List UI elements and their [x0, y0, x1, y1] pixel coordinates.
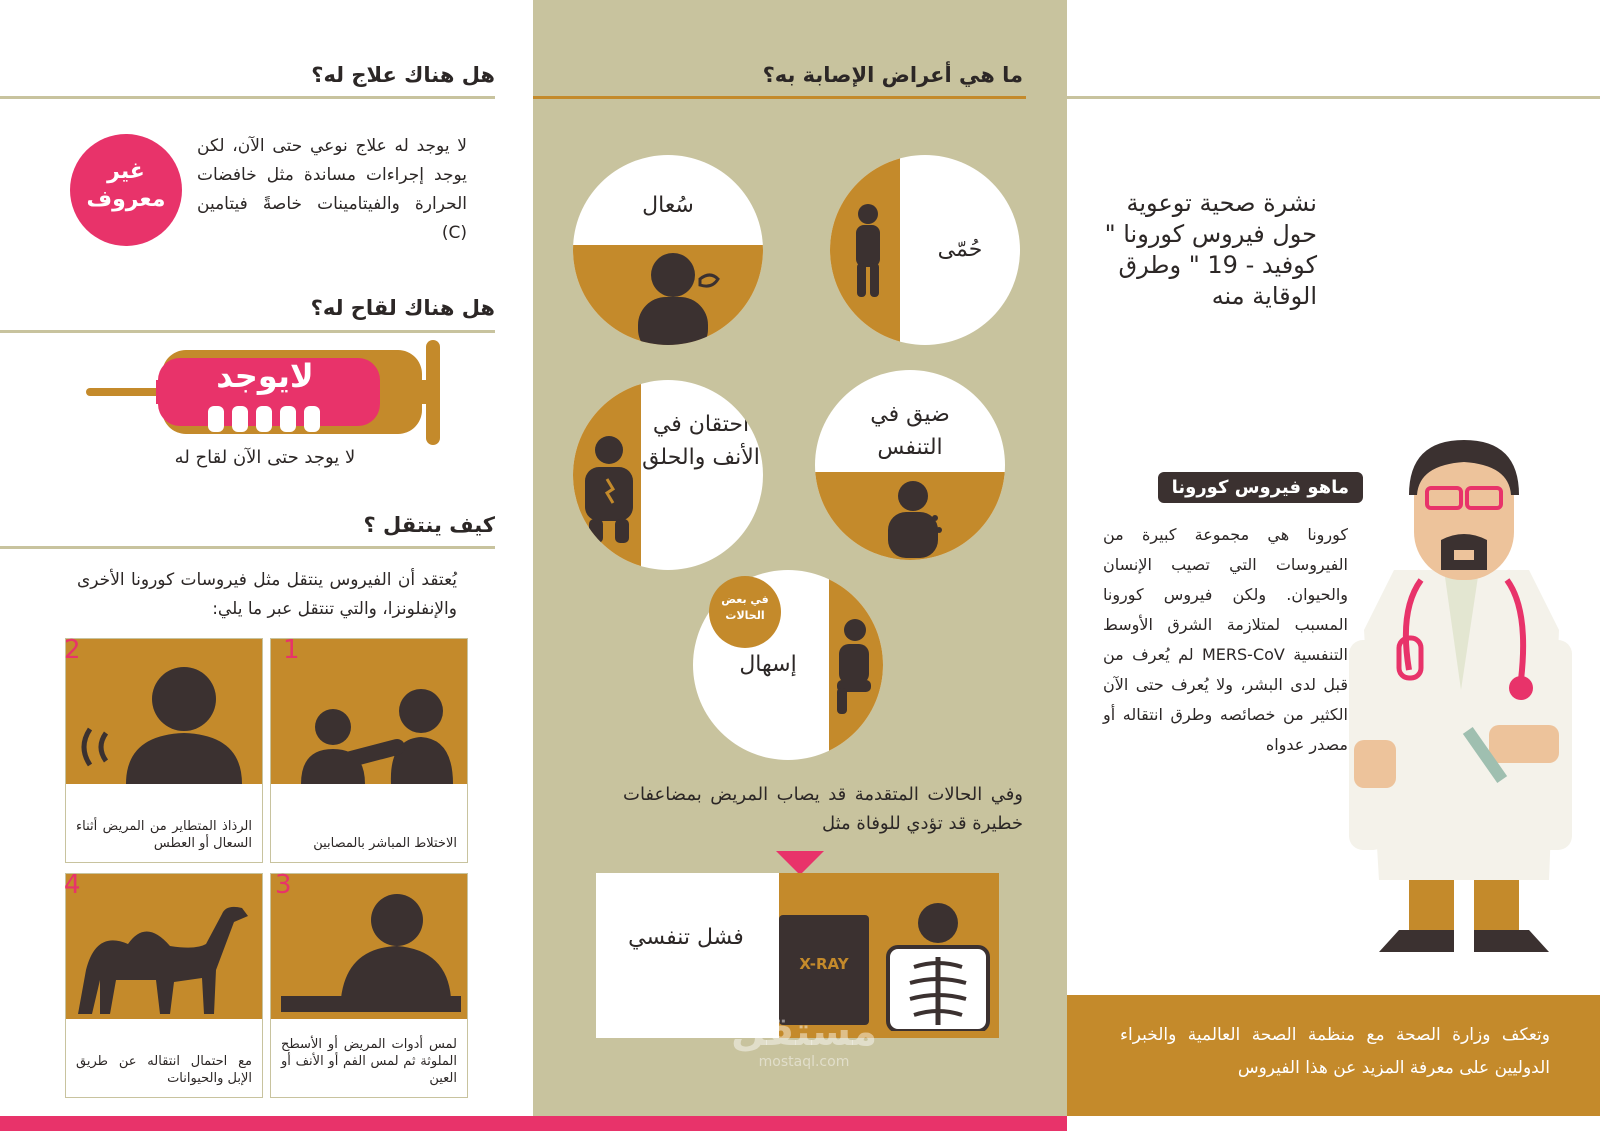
touch-surfaces-icon	[271, 874, 467, 1019]
symptom-fever	[830, 155, 1020, 345]
treatment-rule	[0, 96, 495, 99]
some-cases-badge	[709, 576, 781, 648]
tile-4-caption: مع احتمال انتقاله عن طريق الإبل والحيوانات	[76, 1054, 252, 1086]
unknown-badge-label: غير معروف	[86, 159, 166, 212]
vaccine-rule	[0, 330, 495, 333]
symptoms-heading: ما هي أعراض الإصابة به؟	[762, 63, 1023, 87]
transmission-rule	[0, 546, 495, 549]
xray-label: X-RAY	[799, 955, 849, 973]
middle-panel	[533, 0, 1067, 1131]
right-footer-band	[1067, 995, 1600, 1116]
unknown-badge	[70, 134, 182, 246]
symptoms-rule	[533, 96, 1026, 99]
transmission-heading: كيف ينتقل ؟	[363, 513, 495, 537]
left-panel	[0, 0, 533, 1131]
vaccine-heading: هل هناك لقاح له؟	[310, 296, 495, 320]
symptom-fever-label: حُمّى	[937, 237, 983, 262]
footer-text: وتعكف وزارة الصحة مع منظمة الصحة العالمية والخبراء الدوليين على معرفة المزيد عن هذا الفيروس	[1120, 1025, 1550, 1078]
symptom-cough	[573, 155, 763, 345]
symptom-congestion	[573, 380, 763, 570]
congestion-figure-icon	[579, 435, 639, 545]
bottom-pink-strip	[0, 1116, 1067, 1131]
transmission-intro: يُعتقد أن الفيروس ينتقل مثل فيروسات كورونا الأخرى والإنفلونزا، والتي تنتقل عبر ما يلي:	[77, 570, 457, 619]
cough-figure-icon	[618, 249, 728, 345]
transmission-tile-3	[270, 870, 468, 1098]
tile-1-number: 1	[283, 635, 300, 665]
tile-3-caption: لمس أدوات المريض أو الأسطح الملوثة ثم لمس الفم أو الأنف أو العين	[281, 1037, 457, 1086]
tile-3-image	[271, 874, 467, 1019]
symptom-diarrhea-label: إسهال	[739, 652, 797, 677]
tile-2-image	[66, 639, 262, 784]
tile-2-caption: الرذاذ المتطاير من المريض أثناء السعال أو العطس	[76, 819, 252, 851]
symptom-breath-label: ضيق في التنفس	[870, 402, 950, 460]
tile-3-number: 3	[275, 870, 292, 900]
symptom-breath	[815, 370, 1005, 560]
advanced-cases-text: وفي الحالات المتقدمة قد يصاب المريض بمضاعفات خطيرة قد تؤدي للوفاة مثل	[623, 784, 1023, 834]
brochure-title: نشرة صحية توعوية حول فيروس كورونا " كوفيد - 19 " وطرق الوقاية منه	[1104, 189, 1317, 310]
tile-4-number: 4	[64, 870, 81, 900]
camel-icon	[66, 874, 262, 1019]
fever-figure-icon	[848, 203, 888, 299]
what-is-corona-body: كورونا هي مجموعة كبيرة من الفيروسات التي تصيب الإنسان والحيوان. ولكن فيروس كورونا المسبب لمتلازمة الشرق الأوسط التنفسية MERS-CoV لم يُعرف من قبل لدى البشر، ولا يُعرف حتى الآن الكثير من خصائصه وطرق انتقاله أو مصدر عدواه	[1103, 525, 1348, 754]
down-arrow-icon	[776, 851, 824, 875]
respiratory-failure-label: فشل تنفسي	[628, 925, 744, 950]
tile-4-image	[66, 874, 262, 1019]
syringe-text: لايوجد	[216, 357, 314, 395]
direct-contact-icon	[271, 639, 467, 784]
transmission-tile-4	[64, 870, 263, 1098]
tile-2-number: 2	[64, 635, 81, 665]
transmission-tile-1	[270, 635, 468, 863]
watermark	[719, 1010, 889, 1070]
watermark-text: مستقل	[730, 1009, 878, 1055]
treatment-heading: هل هناك علاج له؟	[311, 63, 495, 87]
symptom-congestion-label: احتقان في الأنف والحلق	[642, 412, 760, 470]
tile-1-caption: الاختلاط المباشر بالمصابين	[313, 836, 457, 851]
diarrhea-figure-icon	[829, 618, 883, 718]
vaccine-caption: لا يوجد حتى الآن لقاح له	[174, 447, 356, 468]
what-is-corona-label: ماهو فيروس كورونا	[1158, 472, 1363, 503]
watermark-sub: mostaql.com	[758, 1054, 850, 1070]
xray-skeleton-icon	[884, 901, 992, 1031]
right-top-rule	[1067, 96, 1600, 99]
doctor-illustration	[1339, 440, 1584, 960]
droplets-icon	[66, 639, 262, 784]
transmission-tile-2	[64, 635, 263, 863]
symptom-cough-label: سُعال	[642, 193, 694, 218]
right-panel	[1067, 0, 1600, 1131]
treatment-body: لا يوجد له علاج نوعي حتى الآن، لكن يوجد إجراءات مساندة مثل خافضات الحرارة والفيتامينات خاصةً فيتامين (C)	[197, 136, 467, 243]
tile-1-image	[271, 639, 467, 784]
some-cases-badge-label: في بعض الحالات	[721, 593, 769, 622]
breath-figure-icon	[873, 478, 953, 558]
